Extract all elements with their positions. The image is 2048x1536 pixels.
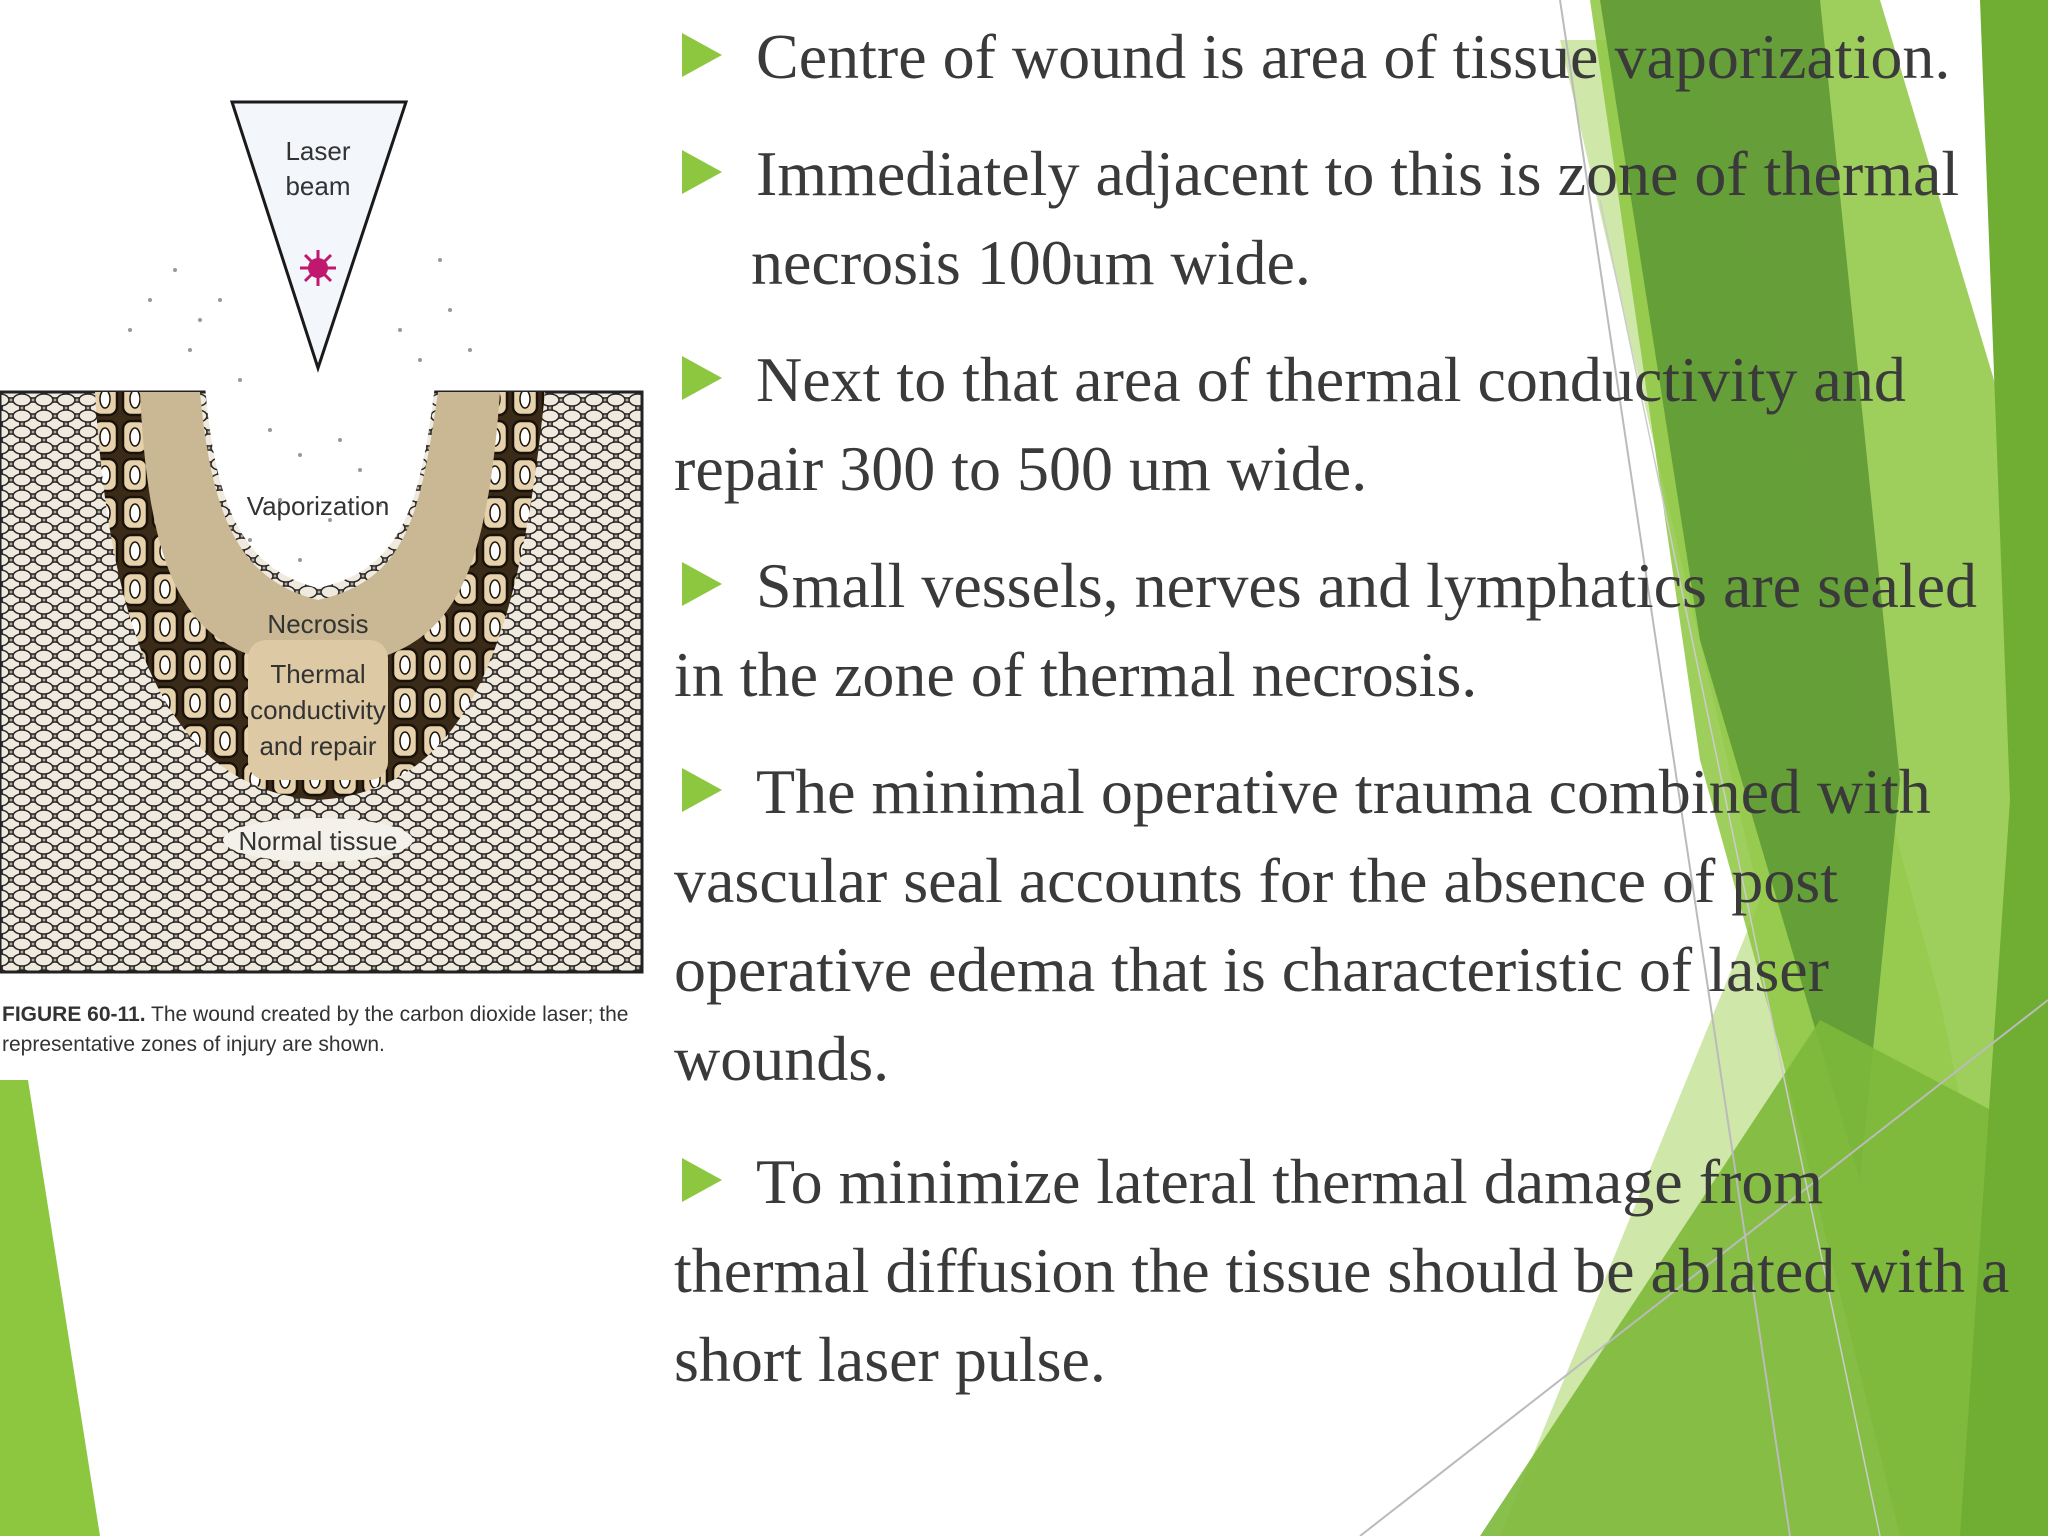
bullet-item bbox=[674, 1137, 2014, 1404]
bullet-item bbox=[674, 335, 2014, 513]
bullet-arrow-icon bbox=[682, 1158, 722, 1202]
label-normal-tissue: Normal tissue bbox=[238, 826, 398, 856]
bullet-text: The minimal operative trauma combined with vascular seal accounts for the absence of post operative edema that is characteristic of laser wounds. bbox=[674, 756, 1931, 1094]
label-thermal-3: and repair bbox=[259, 731, 377, 761]
laser-star-rays bbox=[300, 250, 336, 286]
bullet-arrow-icon bbox=[682, 33, 722, 77]
bullet-item bbox=[674, 12, 2014, 101]
figure-caption-number: FIGURE 60-11. bbox=[2, 1003, 146, 1026]
bullet-list bbox=[674, 12, 2014, 1404]
deco-left-sliver bbox=[0, 1080, 100, 1536]
bullet-item bbox=[674, 541, 2014, 719]
bullet-item bbox=[674, 129, 2014, 307]
figure-caption-text: The wound created by the carbon dioxide laser; the representative zones of injury are shown. bbox=[2, 1003, 629, 1056]
label-vaporization: Vaporization bbox=[246, 491, 390, 521]
label-thermal-1: Thermal bbox=[270, 659, 366, 689]
label-necrosis: Necrosis bbox=[267, 609, 369, 639]
label-thermal-2: conductivity bbox=[250, 695, 386, 725]
bullet-arrow-icon bbox=[682, 562, 722, 606]
bullet-item bbox=[674, 747, 2014, 1103]
label-laser-beam-1: Laser bbox=[285, 136, 351, 166]
bullet-arrow-icon bbox=[682, 356, 722, 400]
bullet-text: Next to that area of thermal conductivity and repair 300 to 500 um wide. bbox=[674, 344, 1906, 504]
bullet-text: Small vessels, nerves and lymphatics are sealed in the zone of thermal necrosis. bbox=[674, 550, 1977, 710]
bullet-arrow-icon bbox=[682, 768, 722, 812]
bullet-text: Immediately adjacent to this is zone of thermal necrosis 100um wide. bbox=[751, 138, 1960, 298]
bullet-arrow-icon bbox=[682, 150, 722, 194]
label-laser-beam-2: beam bbox=[285, 171, 351, 201]
bullet-text: To minimize lateral thermal damage from thermal diffusion the tissue should be ablated with a short laser pulse. bbox=[674, 1146, 2010, 1395]
laser-wound-figure bbox=[0, 0, 650, 1100]
bullet-text: Centre of wound is area of tissue vaporization. bbox=[756, 21, 1951, 92]
figure-caption bbox=[2, 1000, 650, 1060]
